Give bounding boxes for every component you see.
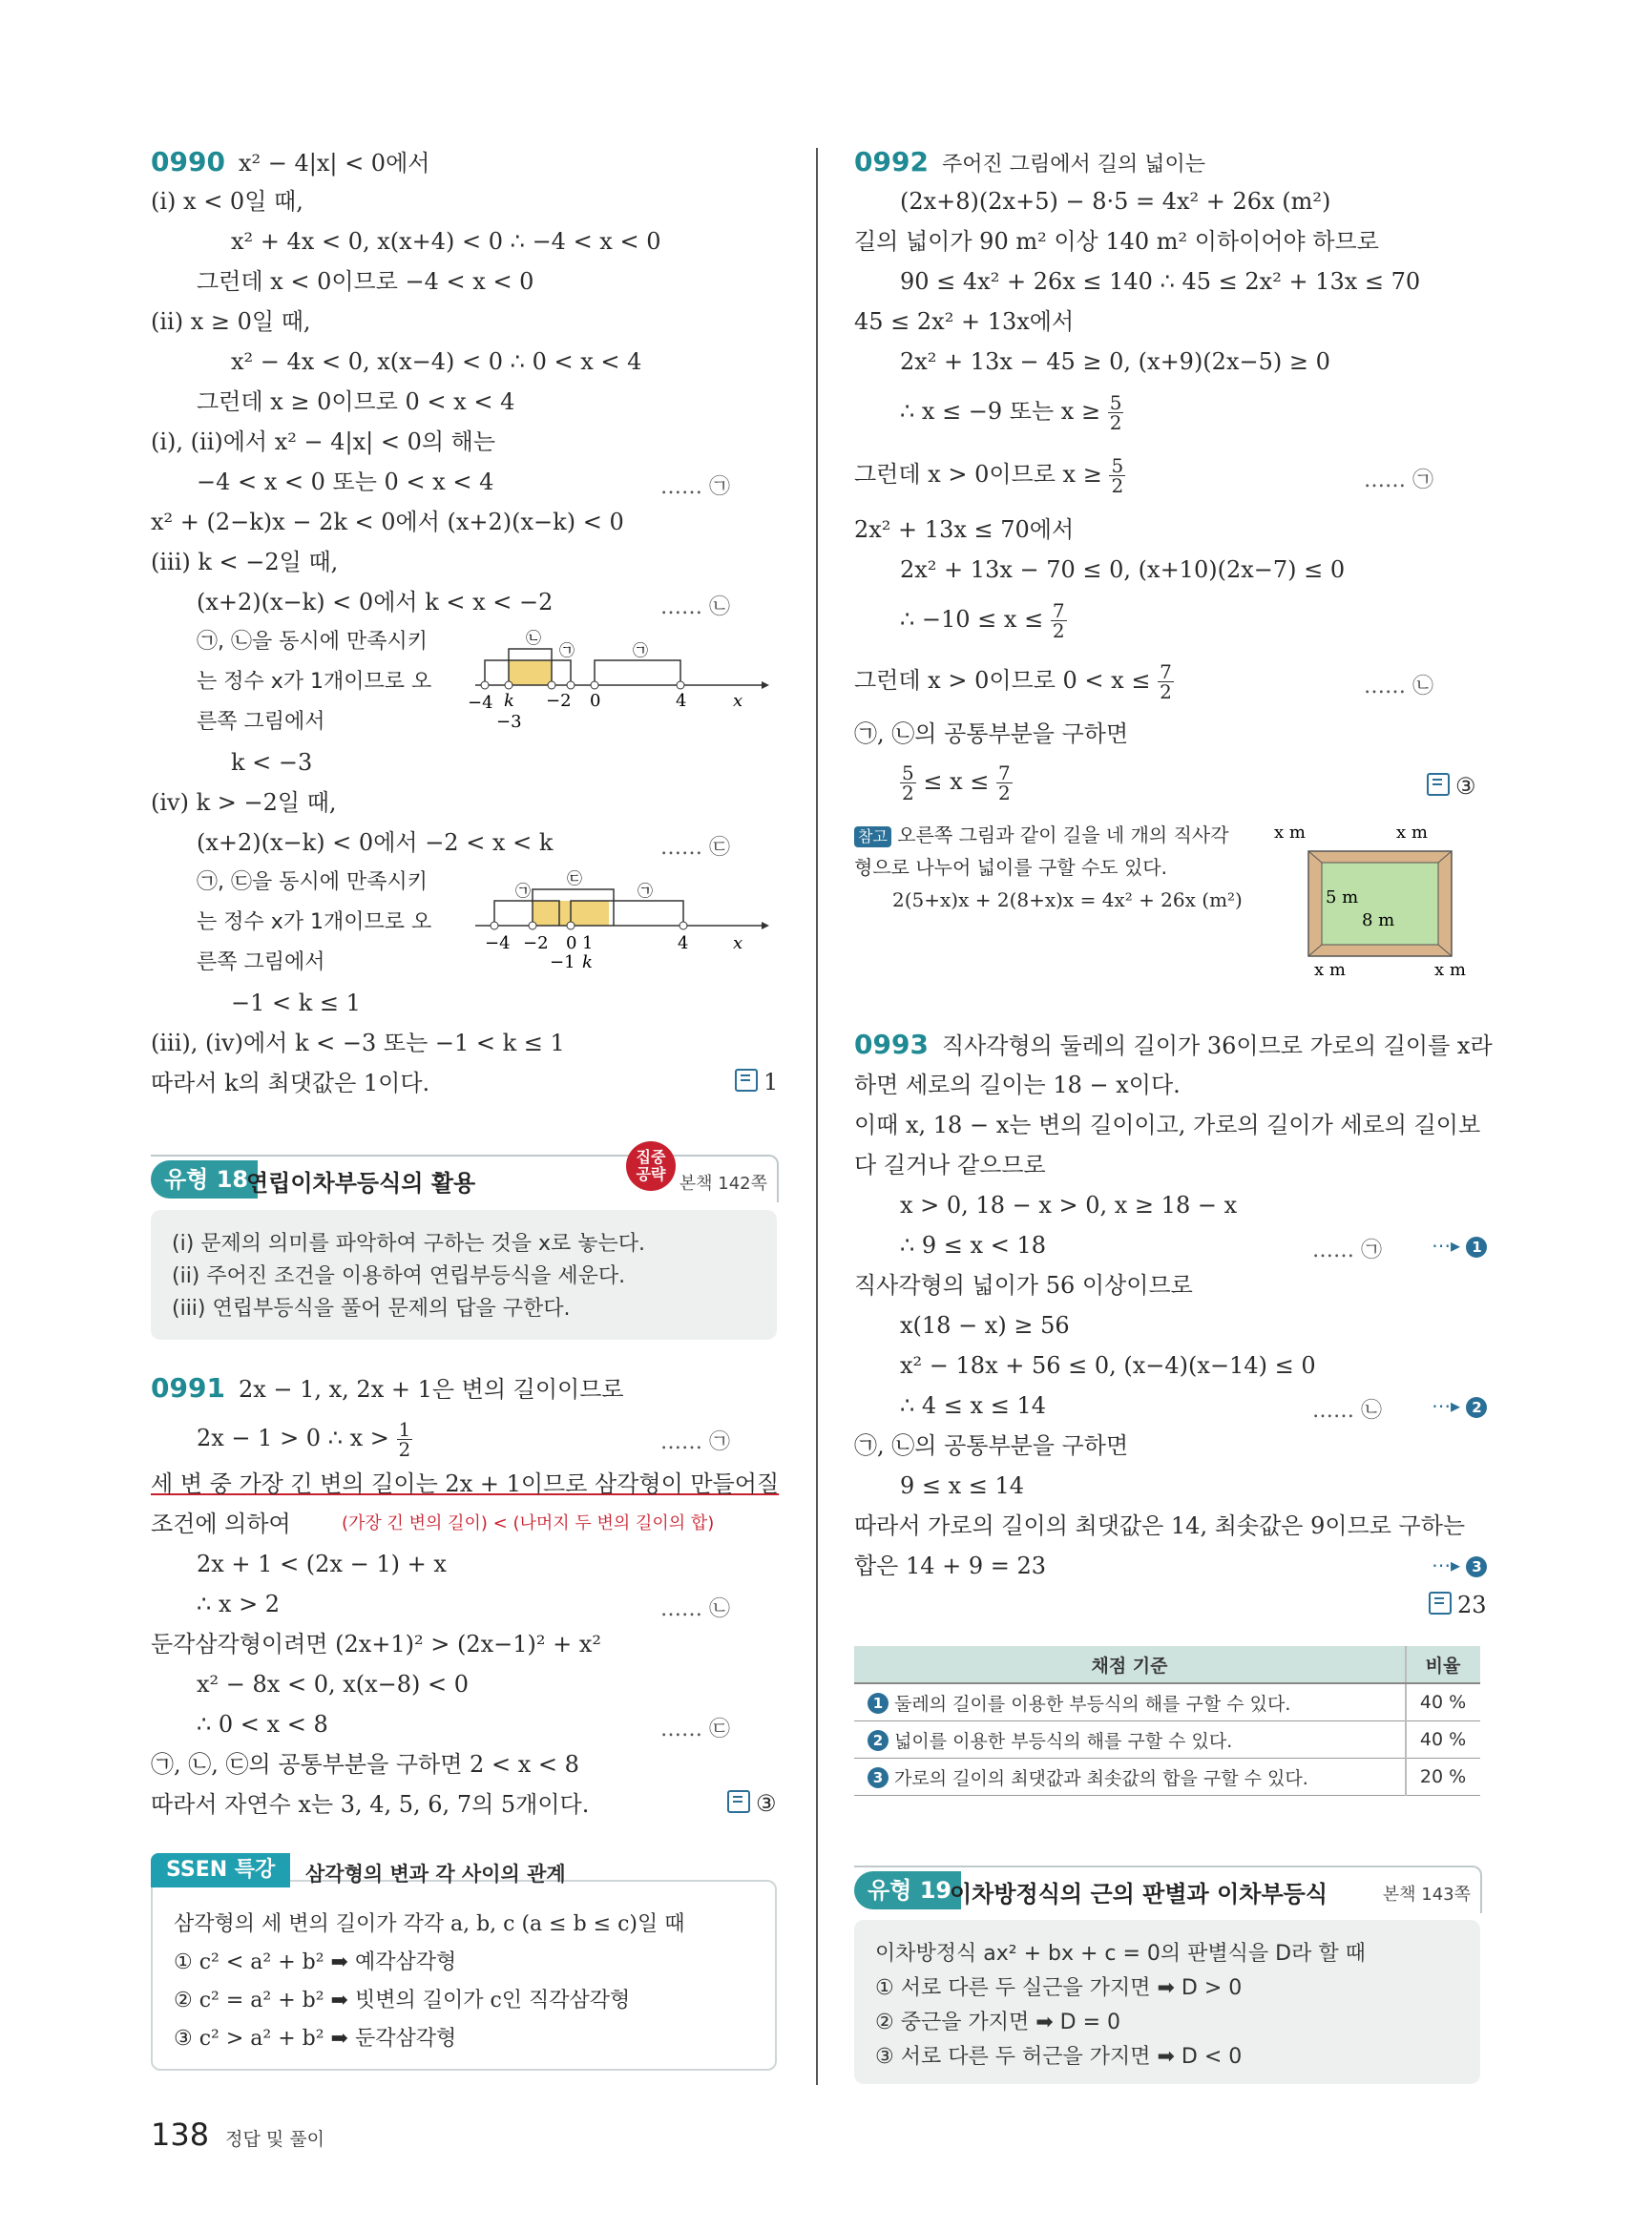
note-line: 2(5+x)x + 2(8+x)x = 4x² + 26x (m²)	[892, 888, 1243, 911]
open-point	[548, 681, 555, 689]
solution-line: $\frac{5}{2}$ ≤ x ≤ $\frac{7}{2}$	[902, 761, 1011, 804]
book-reference: 본책 143쪽	[1382, 1885, 1471, 1905]
fraction: $\frac{7}{2}$	[1052, 599, 1065, 642]
grading-table	[854, 1646, 1480, 1796]
footer-label: 정답 및 풀이	[225, 2129, 325, 2150]
box-line: ③ 서로 다른 두 허근을 가지면 ➡ D < 0	[875, 2045, 1243, 2069]
solution-line: 그런데 x < 0이므로 −4 < x < 0	[197, 268, 534, 295]
solution-line: (iv) k > −2일 때,	[151, 789, 337, 816]
tick-label: −2	[546, 691, 572, 711]
dim-label: x m	[1434, 960, 1466, 980]
tick-label: −3	[496, 712, 522, 732]
open-point	[505, 681, 512, 689]
answer: ③	[1427, 773, 1476, 800]
solution-line: ∴ x ≤ −9 또는 x ≥ $\frac{5}{2}$	[900, 391, 1122, 434]
solution-line: 90 ≤ 4x² + 26x ≤ 140 ∴ 45 ≤ 2x² + 13x ≤ 70	[900, 268, 1421, 295]
solution-line: ∴ −10 ≤ x ≤ $\frac{7}{2}$	[900, 599, 1065, 642]
box-line: ① 서로 다른 두 실근을 가지면 ➡ D > 0	[875, 1976, 1243, 2000]
solution-line: ㉠, ㉡의 공통부분을 구하면	[854, 720, 1129, 747]
solution-line: ㉠, ㉡을 동시에 만족시키	[197, 630, 428, 654]
solution-line: 하면 세로의 길이는 18 − x이다.	[854, 1072, 1181, 1098]
open-point	[529, 922, 536, 929]
table-header-row	[854, 1646, 1480, 1683]
interval-b	[595, 660, 680, 685]
table-header: 채점 기준	[854, 1646, 1406, 1683]
column-divider	[816, 148, 818, 2085]
solution-line: ∴ x > 2	[197, 1591, 281, 1617]
table-row	[854, 1759, 1480, 1796]
ssen-line: ① c² < a² + b² ➡ 예각삼각형	[174, 1950, 457, 1974]
solution-line: x² + (2−k)x − 2k < 0에서 (x+2)(x−k) < 0	[151, 509, 624, 535]
solution-line: 른쪽 그림에서	[197, 950, 325, 974]
solution-line: ㉠, ㉡의 공통부분을 구하면	[854, 1432, 1129, 1459]
axis-arrow	[762, 681, 769, 689]
solution-line: 른쪽 그림에서	[197, 710, 325, 734]
box-line: 이차방정식 ax² + bx + c = 0의 판별식을 D라 할 때	[875, 1942, 1366, 1966]
solution-line: 2x − 1 > 0 ∴ x > $\frac{1}{2}$	[197, 1418, 411, 1461]
marker: …… ㉠	[1312, 1239, 1382, 1262]
solution-line: 조건에 의하여	[151, 1511, 291, 1537]
answer: 23	[1429, 1592, 1487, 1618]
marker: …… ㉠	[1364, 469, 1433, 492]
answer-icon	[727, 1790, 750, 1813]
marker: …… ㉢	[660, 836, 730, 860]
page-footer	[151, 2116, 324, 2153]
solution-line: 2x² + 13x ≤ 70에서	[854, 516, 1075, 543]
table-cell: 2 넓이를 이용한 부등식의 해를 구할 수 있다.	[854, 1721, 1406, 1759]
box-line: (i) 문제의 의미를 파악하여 구하는 것을 x로 놓는다.	[172, 1232, 646, 1256]
dim-label: x m	[1396, 823, 1428, 843]
solution-line: −4 < x < 0 또는 0 < x < 4	[197, 469, 494, 495]
type-badge: 유형 19	[854, 1871, 961, 1909]
marker: …… ㉡	[660, 1597, 730, 1621]
open-point	[491, 922, 498, 929]
solution-line: (i) x < 0일 때,	[151, 188, 303, 215]
fraction: $\frac{5}{2}$	[1109, 391, 1122, 434]
solution-line: 는 정수 x가 1개이므로 오	[197, 670, 432, 694]
highlight-region	[509, 660, 552, 685]
problem-number: 0992	[854, 146, 929, 177]
note-line: 형으로 나누어 넓이를 구할 수도 있다.	[854, 856, 1167, 879]
problem-0992-line: 0992 주어진 그림에서 길의 넓이는	[854, 146, 1205, 177]
solution-line: 길의 넓이가 90 m² 이상 140 m² 이하이어야 하므로	[854, 228, 1379, 255]
table-cell: 40 %	[1406, 1721, 1480, 1759]
solution-line: 그런데 x > 0이므로 0 < x ≤ $\frac{7}{2}$	[854, 660, 1172, 703]
solution-line: 따라서 가로의 길이의 최댓값은 14, 최솟값은 9이므로 구하는	[854, 1512, 1466, 1539]
solution-line: ∴ 9 ≤ x < 18	[900, 1232, 1046, 1259]
solution-line: (iii) k < −2일 때,	[151, 549, 339, 575]
table-cell: 40 %	[1406, 1683, 1480, 1721]
solution-line: (x+2)(x−k) < 0에서 k < x < −2	[197, 589, 554, 615]
open-point	[677, 681, 684, 689]
solution-line: 2x² + 13x − 45 ≥ 0, (x+9)(2x−5) ≥ 0	[900, 348, 1330, 375]
answer-icon	[1427, 773, 1450, 796]
tick-label: 4	[678, 933, 689, 953]
note-line: 참고 오른쪽 그림과 같이 길을 네 개의 직사각	[854, 821, 1229, 849]
type-19-header	[854, 1866, 1482, 1913]
solution-line: 직사각형의 넓이가 56 이상이므로	[854, 1272, 1193, 1299]
fraction: $\frac{5}{2}$	[1111, 454, 1124, 497]
type-title: 이차방정식의 근의 판별과 이차부등식	[950, 1881, 1328, 1908]
tick-label: −4	[468, 693, 493, 713]
number-line-figure-1	[468, 620, 771, 735]
solution-line: (2x+8)(2x+5) − 8·5 = 4x² + 26x (m²)	[900, 188, 1331, 215]
tick-label: 4	[676, 691, 687, 711]
ssen-special-box	[151, 1858, 777, 2071]
step-marker: ⋯▸ 2	[1432, 1394, 1487, 1418]
open-point	[481, 681, 489, 689]
fraction: $\frac{1}{2}$	[398, 1418, 411, 1461]
marker: …… ㉡	[660, 595, 730, 619]
solution-line: 세 변 중 가장 긴 변의 길이는 2x + 1이므로 삼각형이 만들어질	[151, 1470, 780, 1497]
fraction: $\frac{7}{2}$	[1160, 660, 1172, 703]
open-point	[591, 681, 598, 689]
fraction: $\frac{5}{2}$	[902, 761, 914, 804]
table-row	[854, 1683, 1480, 1721]
answer: ③	[727, 1790, 777, 1817]
type-18-box	[151, 1210, 777, 1340]
number-line-figure-2	[475, 861, 771, 975]
table-cell: 3 가로의 길이의 최댓값과 최솟값의 합을 구할 수 있다.	[854, 1759, 1406, 1796]
problem-number: 0991	[151, 1372, 225, 1404]
tick-label: k	[582, 952, 593, 972]
tick-label: −1	[550, 952, 575, 972]
ssen-line: ③ c² > a² + b² ➡ 둔각삼각형	[174, 2027, 457, 2051]
tick-label: −2	[523, 933, 549, 953]
table-row	[854, 1721, 1480, 1759]
box-line: (iii) 연립부등식을 풀어 문제의 답을 구한다.	[172, 1297, 571, 1321]
solution-line: ∴ 4 ≤ x ≤ 14	[900, 1392, 1046, 1419]
box-line: (ii) 주어진 조건을 이용하여 연립부등식을 세운다.	[172, 1264, 626, 1288]
marker: …… ㉠	[660, 1430, 730, 1454]
marker: …… ㉢	[660, 1718, 730, 1741]
book-reference: 본책 142쪽	[679, 1174, 767, 1194]
fig-label: ㉠	[638, 882, 654, 900]
solution-line: ㉠, ㉢을 동시에 만족시키	[197, 870, 428, 894]
solution-line: 그런데 x ≥ 0이므로 0 < x < 4	[197, 388, 515, 415]
open-point	[567, 681, 575, 689]
problem-0993-line: 0993 직사각형의 둘레의 길이가 36이므로 가로의 길이를 x라	[854, 1029, 1493, 1060]
problem-0990-line: 0990 x² − 4|x| < 0에서	[151, 146, 430, 177]
box-line: ② 중근을 가지면 ➡ D = 0	[875, 2011, 1120, 2034]
solution-line: 다 길거나 같으므로	[854, 1152, 1046, 1178]
hot-badge: 집중 공략	[626, 1141, 676, 1191]
ssen-line: ② c² = a² + b² ➡ 빗변의 길이가 c인 직각삼각형	[174, 1989, 631, 2012]
answer-icon	[1429, 1592, 1452, 1615]
tick-label: 1	[582, 933, 594, 953]
solution-line: 합은 14 + 9 = 23	[854, 1553, 1047, 1579]
solution-line: 따라서 k의 최댓값은 1이다.	[151, 1070, 430, 1096]
dim-label: 5 m	[1326, 887, 1359, 907]
axis-arrow	[762, 922, 769, 929]
solution-line: x(18 − x) ≥ 56	[900, 1312, 1070, 1339]
solution-line: −1 < k ≤ 1	[231, 990, 361, 1016]
problem-number: 0993	[854, 1029, 929, 1060]
solution-line: x² − 18x + 56 ≤ 0, (x−4)(x−14) ≤ 0	[900, 1352, 1316, 1379]
ssen-title: 삼각형의 변과 각 사이의 관계	[305, 1863, 566, 1886]
solution-line: k < −3	[231, 749, 313, 776]
solution-line: 45 ≤ 2x² + 13x에서	[854, 308, 1075, 335]
solution-line: ∴ 0 < x < 8	[197, 1711, 328, 1738]
tick-label: 0	[590, 691, 601, 711]
fig-label: ㉢	[567, 869, 583, 887]
tick-label: k	[504, 691, 514, 711]
problem-number: 0990	[151, 146, 225, 177]
open-point	[567, 922, 575, 929]
solution-line: (iii), (iv)에서 k < −3 또는 −1 < k ≤ 1	[151, 1030, 565, 1056]
fig-label: ㉠	[559, 641, 575, 659]
solution-line: 둔각삼각형이려면 (2x+1)² > (2x−1)² + x²	[151, 1631, 602, 1658]
solution-line: (ii) x ≥ 0일 때,	[151, 308, 311, 335]
tick-label: x	[733, 933, 743, 953]
solution-line: ㉠, ㉡, ㉢의 공통부분을 구하면 2 < x < 8	[151, 1751, 579, 1778]
type-19-box	[854, 1920, 1480, 2084]
dim-label: 8 m	[1362, 910, 1395, 930]
solution-line: 2x² + 13x − 70 ≤ 0, (x+10)(2x−7) ≤ 0	[900, 556, 1346, 583]
solution-line: (i), (ii)에서 x² − 4|x| < 0의 해는	[151, 428, 496, 455]
step-marker: ⋯▸ 3	[1432, 1553, 1487, 1577]
table-cell: 20 %	[1406, 1759, 1480, 1796]
solution-line: x² − 4x < 0, x(x−4) < 0 ∴ 0 < x < 4	[231, 348, 642, 375]
page-number: 138	[151, 2116, 210, 2153]
tick-label: x	[733, 691, 743, 711]
solution-line: (x+2)(x−k) < 0에서 −2 < x < k	[197, 829, 554, 856]
road-figure	[1274, 821, 1489, 980]
step-marker: ⋯▸ 1	[1432, 1234, 1487, 1258]
fig-label: ㉠	[515, 882, 532, 900]
ssen-line: 삼각형의 세 변의 길이가 각각 a, b, c (a ≤ b ≤ c)일 때	[174, 1912, 685, 1936]
table-header: 비율	[1406, 1646, 1480, 1683]
ssen-tag: SSEN 특강	[151, 1853, 290, 1887]
solution-line: 9 ≤ x ≤ 14	[900, 1472, 1025, 1499]
open-point	[680, 922, 687, 929]
problem-0991-line: 0991 2x − 1, x, 2x + 1은 변의 길이이므로	[151, 1372, 624, 1404]
dim-label: x m	[1314, 960, 1346, 980]
solution-line: x² + 4x < 0, x(x+4) < 0 ∴ −4 < x < 0	[231, 228, 661, 255]
solution-line: 는 정수 x가 1개이므로 오	[197, 910, 432, 934]
solution-line: x > 0, 18 − x > 0, x ≥ 18 − x	[900, 1192, 1238, 1219]
fig-label: ㉡	[526, 629, 542, 647]
solution-line: 이때 x, 18 − x는 변의 길이이고, 가로의 길이가 세로의 길이보	[854, 1112, 1481, 1138]
answer: 1	[735, 1069, 778, 1095]
marker: …… ㉡	[1364, 675, 1433, 698]
type-title: 연립이차부등식의 활용	[246, 1170, 476, 1197]
dim-label: x m	[1274, 823, 1306, 843]
marker: …… ㉡	[1312, 1399, 1382, 1423]
tick-label: −4	[485, 933, 511, 953]
type-18-header	[151, 1148, 779, 1202]
note-tag: 참고	[854, 826, 891, 847]
solution-line: 그런데 x > 0이므로 x ≥ $\frac{5}{2}$	[854, 454, 1124, 497]
table-cell: 1 둘레의 길이를 이용한 부등식의 해를 구할 수 있다.	[854, 1683, 1406, 1721]
annotation-note: (가장 긴 변의 길이) < (나머지 두 변의 길이의 합)	[342, 1513, 715, 1533]
solution-line: 2x + 1 < (2x − 1) + x	[197, 1551, 447, 1577]
marker: …… ㉠	[660, 475, 730, 499]
answer-icon	[735, 1069, 758, 1092]
solution-line: x² − 8x < 0, x(x−8) < 0	[197, 1671, 470, 1698]
solution-line: 따라서 자연수 x는 3, 4, 5, 6, 7의 5개이다.	[151, 1791, 590, 1818]
tick-label: 0	[566, 933, 577, 953]
fig-label: ㉠	[633, 641, 649, 659]
type-badge: 유형 18	[151, 1160, 258, 1199]
fraction: $\frac{7}{2}$	[998, 761, 1011, 804]
